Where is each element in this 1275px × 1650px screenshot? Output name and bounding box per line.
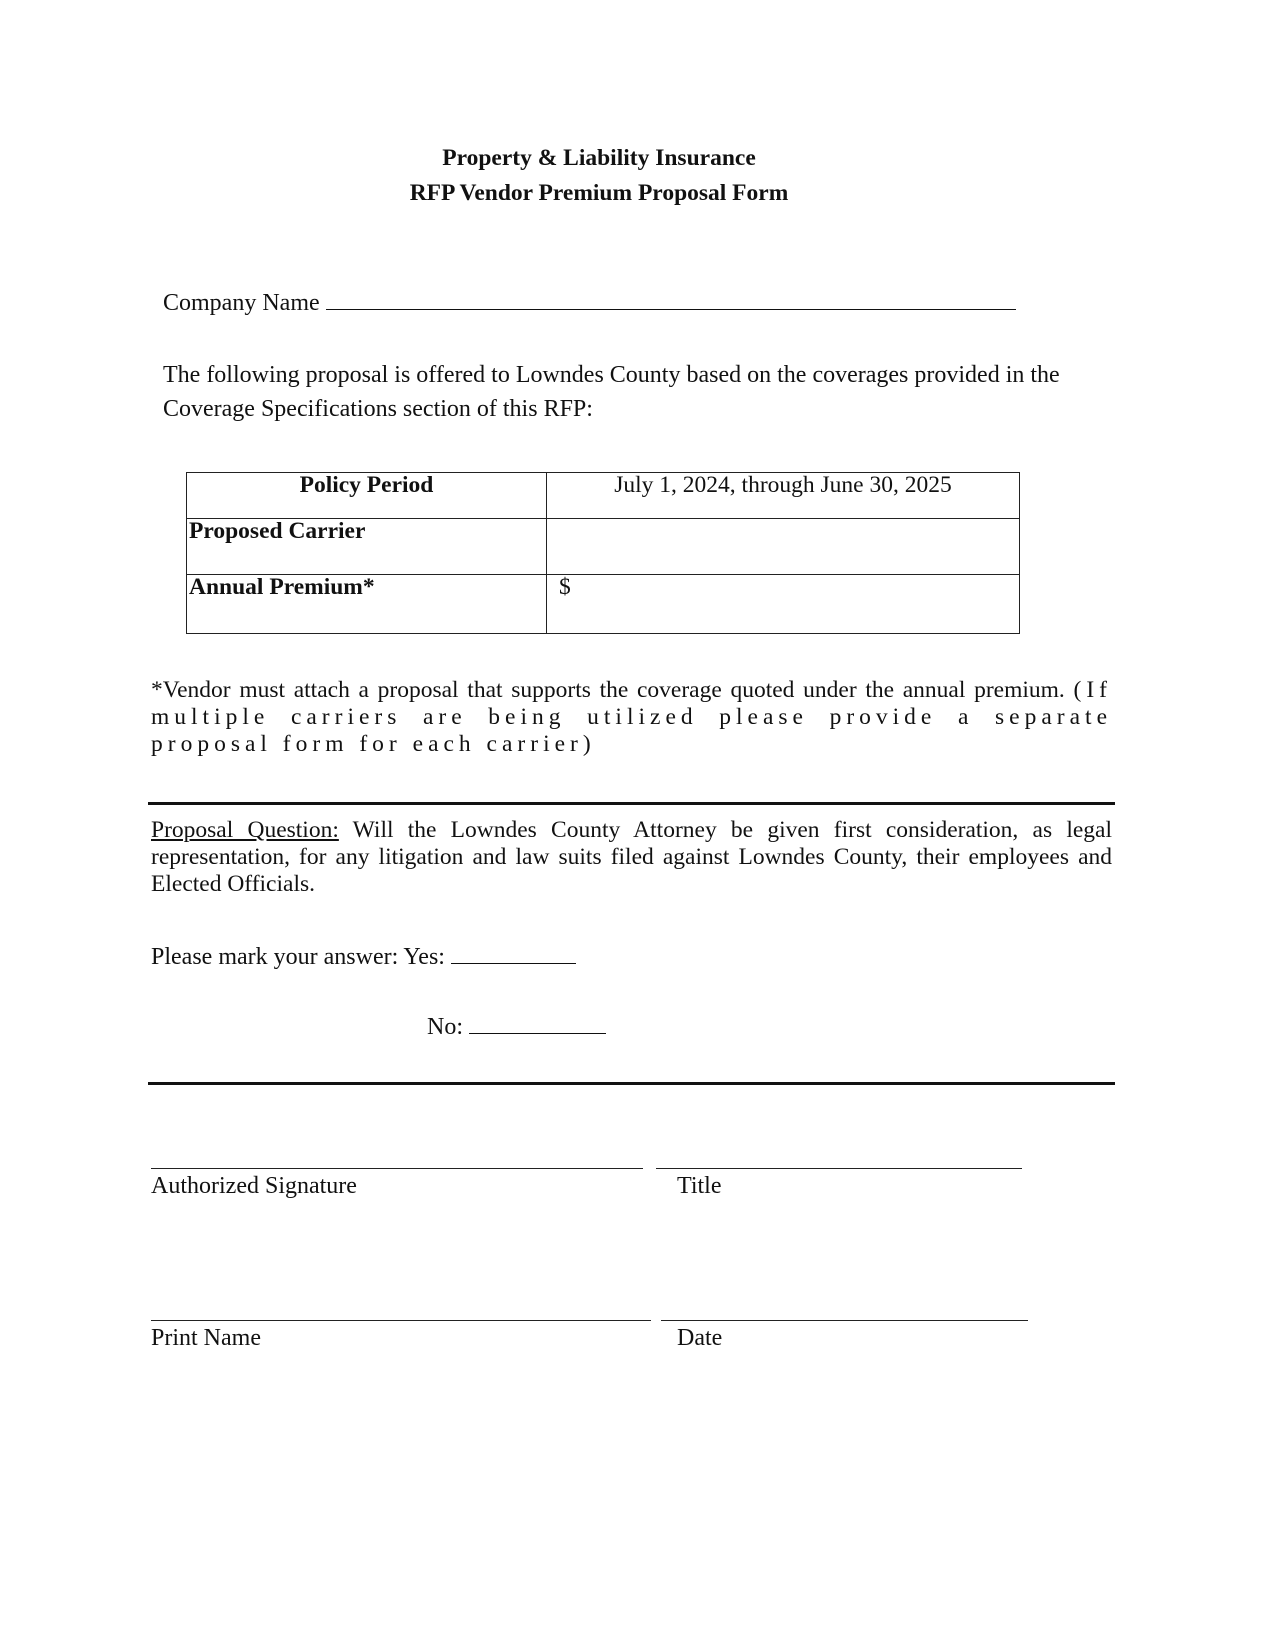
table-row xyxy=(187,473,1020,519)
yes-field[interactable] xyxy=(451,945,576,964)
authorized-signature-field[interactable] xyxy=(151,1168,643,1169)
divider xyxy=(148,1082,1115,1085)
print-name-field[interactable] xyxy=(151,1320,651,1321)
title-line-1: Property & Liability Insurance xyxy=(442,145,756,171)
policy-period-label: Policy Period xyxy=(187,473,547,519)
annual-premium-label: Annual Premium* xyxy=(187,575,547,634)
answer-no-row xyxy=(427,1015,606,1039)
proposal-question-text: Will the Lowndes County Attorney be given first consideration, as legal representation, for any litigation and law suits filed against Lowndes County, their employees and Elected Officials. xyxy=(151,817,1113,897)
footnote xyxy=(151,677,1112,758)
intro-paragraph: The following proposal is offered to Lowndes County based on the coverages provided in the Coverage Specifications section of this RFP: xyxy=(163,362,1060,422)
date-field[interactable] xyxy=(661,1320,1028,1321)
footnote-main: *Vendor must attach a proposal that supports the coverage quoted under the annual premium. xyxy=(151,677,1065,703)
proposed-carrier-label: Proposed Carrier xyxy=(187,519,547,575)
table-row xyxy=(187,519,1020,575)
proposal-table xyxy=(186,472,1020,634)
authorized-signature-label: Authorized Signature xyxy=(151,1173,357,1199)
title-line-2: RFP Vendor Premium Proposal Form xyxy=(409,180,789,206)
no-field[interactable] xyxy=(469,1015,606,1034)
policy-period-value: July 1, 2024, through June 30, 2025 xyxy=(547,473,1020,519)
answer-prompt: Please mark your answer: Yes: xyxy=(151,944,445,970)
proposed-carrier-field[interactable] xyxy=(547,519,1020,575)
proposal-question-label: Proposal Question: xyxy=(151,817,339,843)
print-name-label: Print Name xyxy=(151,1325,261,1351)
table-row xyxy=(187,575,1020,634)
proposal-question xyxy=(151,817,1112,898)
footnote-note: (If multiple carriers are being utilized please provide a separate proposal form for each carrier) xyxy=(151,677,1112,757)
divider xyxy=(148,802,1115,805)
date-label: Date xyxy=(677,1325,723,1351)
answer-yes-row xyxy=(151,945,576,969)
company-name-label: Company Name xyxy=(163,290,320,316)
company-name-field[interactable] xyxy=(326,289,1016,310)
company-name-row xyxy=(163,289,1016,315)
title-label: Title xyxy=(677,1173,722,1199)
annual-premium-field[interactable]: $ xyxy=(547,575,1020,634)
title-field[interactable] xyxy=(656,1168,1022,1169)
no-label: No: xyxy=(427,1014,463,1040)
